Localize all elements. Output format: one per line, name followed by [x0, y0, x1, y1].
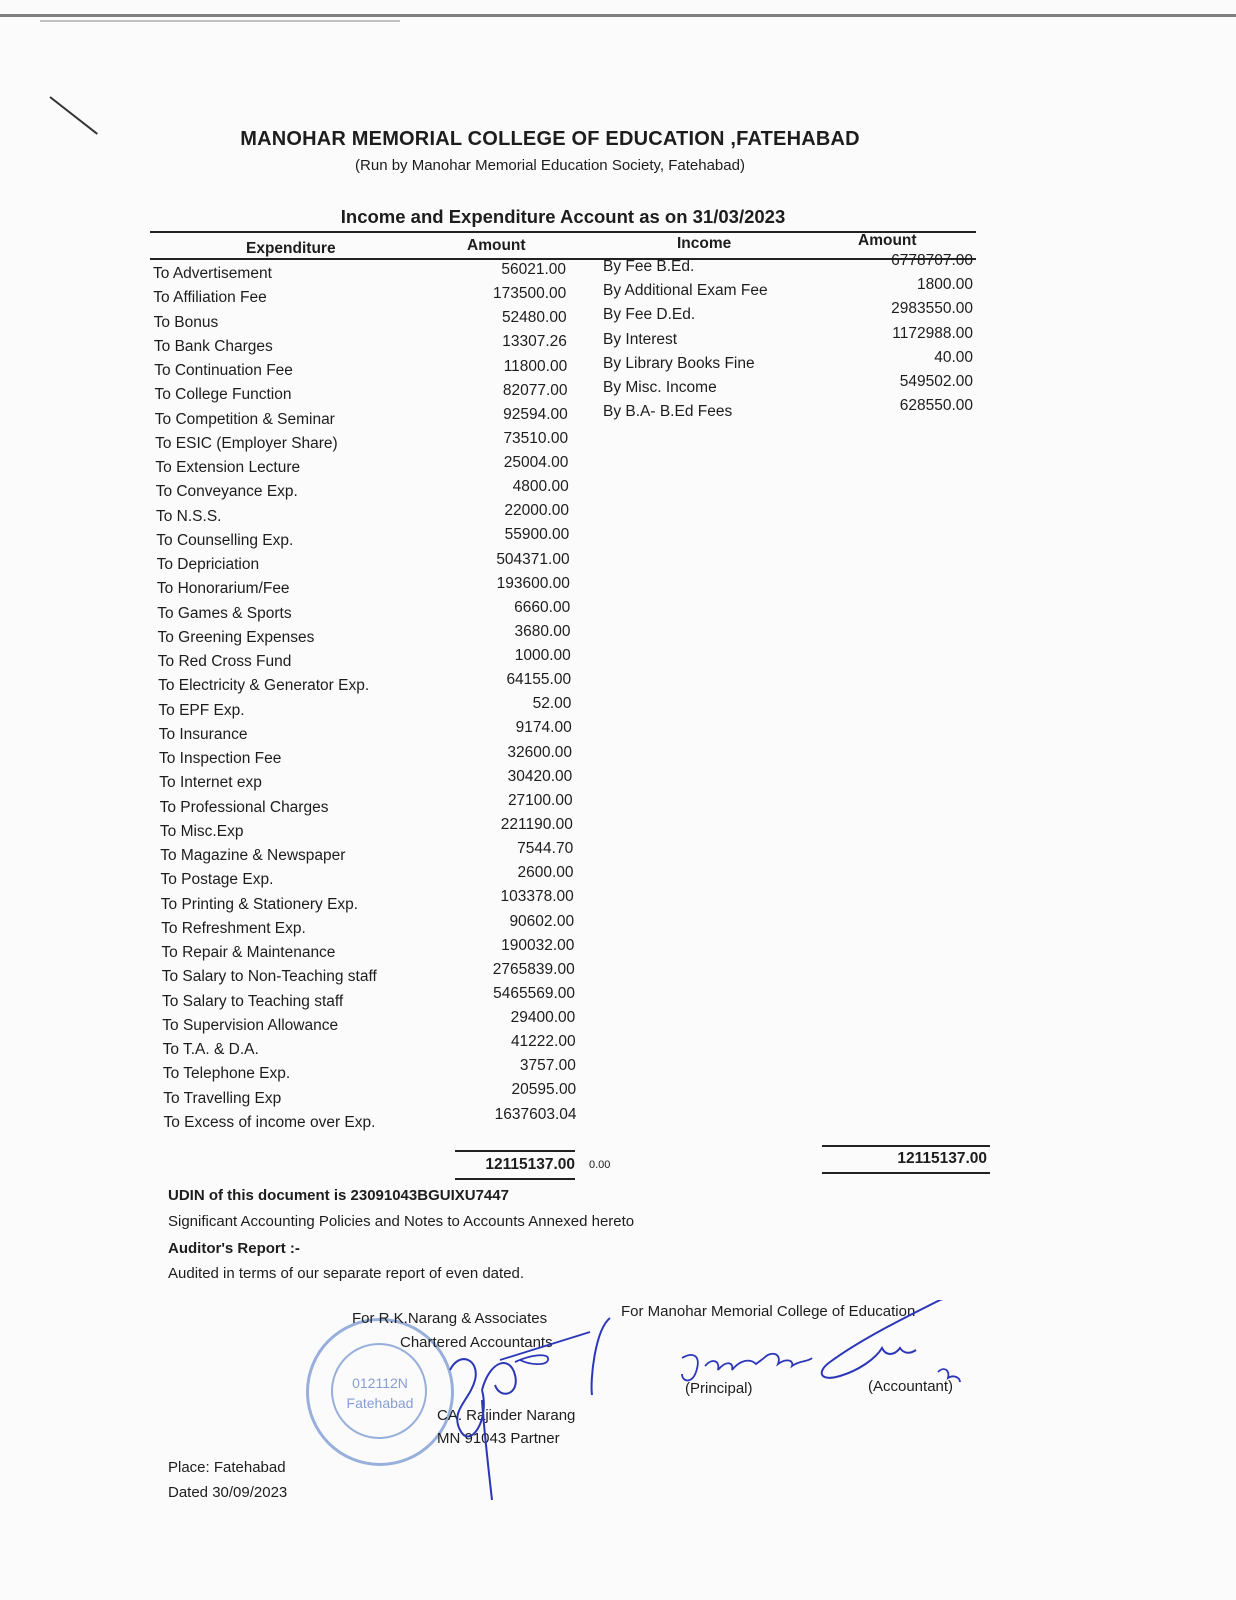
expenditure-label: To Games & Sports: [157, 604, 292, 622]
expenditure-amount: 22000.00: [504, 502, 569, 520]
expenditure-amount: 27100.00: [507, 791, 573, 809]
expenditure-label: To Electricity & Generator Exp.: [158, 677, 370, 695]
expenditure-amount: 82077.00: [502, 381, 568, 399]
expenditure-label: To Salary to Non-Teaching staff: [161, 968, 377, 986]
udin-line: UDIN of this document is 23091043BGUIXU7447: [168, 1187, 509, 1204]
expenditure-label: To Bank Charges: [153, 337, 273, 355]
expenditure-amount: 2600.00: [517, 864, 574, 882]
expenditure-amount: 30420.00: [507, 767, 573, 785]
expenditure-row: [163, 1105, 577, 1137]
expenditure-row: [162, 1033, 576, 1064]
expenditure-amount: 3680.00: [514, 622, 571, 640]
expenditure-amount: 103378.00: [500, 888, 574, 906]
expenditure-label: To Salary to Teaching staff: [162, 992, 344, 1010]
expenditure-label: To Extension Lecture: [155, 459, 301, 476]
expenditure-label: To Depriciation: [156, 556, 260, 573]
auditor-firm: For R.K.Narang & Associates: [352, 1310, 548, 1327]
income-label: By Additional Exam Fee: [603, 282, 768, 300]
auditor-membership: MN 91043 Partner: [437, 1430, 560, 1447]
policies-note: Significant Accounting Policies and Notes to Accounts Annexed hereto: [168, 1213, 635, 1230]
expenditure-row: [160, 840, 574, 870]
income-amount: 1800.00: [916, 276, 973, 294]
expenditure-amount: 1637603.04: [494, 1105, 577, 1123]
expenditure-amount: 221190.00: [500, 816, 573, 833]
expenditure-label: To Bonus: [153, 313, 219, 331]
expenditure-label: To N.S.S.: [156, 507, 222, 525]
expenditure-total-top-rule: [455, 1150, 575, 1152]
col-amount-right: Amount: [858, 232, 917, 249]
expenditure-label: To Honorarium/Fee: [156, 580, 290, 598]
accountant-label: (Accountant): [868, 1378, 954, 1395]
expenditure-row: [155, 454, 569, 482]
expenditure-label: To Misc.Exp: [159, 822, 244, 840]
expenditure-label: To Supervision Allowance: [162, 1016, 339, 1034]
expenditure-row: [156, 574, 570, 603]
expenditure-label: To Greening Expenses: [157, 628, 315, 646]
expenditure-amount: 173500.00: [493, 285, 567, 303]
expenditure-amount: 20595.00: [511, 1081, 577, 1099]
expenditure-row: [158, 671, 572, 700]
income-amount: 1172988.00: [892, 324, 973, 342]
expenditure-amount: 11800.00: [503, 357, 568, 375]
expenditure-label: To Continuation Fee: [154, 362, 293, 379]
expenditure-label: To Postage Exp.: [160, 871, 274, 889]
society-subtitle: (Run by Manohar Memorial Education Society, Fatehabad): [355, 157, 745, 174]
expenditure-amount: 64155.00: [506, 671, 572, 689]
expenditure-row: [158, 695, 572, 725]
college-name: MANOHAR MEMORIAL COLLEGE OF EDUCATION ,FATEHABAD: [240, 128, 860, 150]
expenditure-amount: 193600.00: [496, 574, 570, 592]
auditor-name: CA. Rajinder Narang: [437, 1407, 576, 1424]
income-label: By Interest: [603, 330, 678, 348]
expenditure-amount: 190032.00: [501, 936, 575, 954]
expenditure-amount: 52.00: [532, 695, 572, 713]
scan-edge-line-secondary: [40, 20, 400, 22]
expenditure-label: To Conveyance Exp.: [155, 483, 298, 501]
expenditure-amount: 32600.00: [507, 743, 572, 761]
expenditure-label: To Telephone Exp.: [162, 1065, 291, 1083]
place-line: Place: Fatehabad: [168, 1459, 286, 1476]
col-expenditure: Expenditure: [246, 240, 336, 257]
income-total-bottom-rule: [822, 1172, 990, 1174]
expenditure-amount: 56021.00: [501, 261, 566, 278]
expenditure-label: To Professional Charges: [159, 798, 329, 816]
expenditure-amount: 55900.00: [504, 526, 570, 544]
income-row: [603, 324, 973, 354]
principal-label: (Principal): [685, 1380, 753, 1397]
income-label: By Library Books Fine: [603, 354, 755, 372]
expenditure-amount: 52480.00: [501, 309, 567, 327]
expenditure-label: To Printing & Stationery Exp.: [160, 895, 359, 913]
income-row: [603, 397, 973, 426]
expenditure-amount: 7544.70: [517, 840, 574, 858]
expenditure-amount: 90602.00: [509, 912, 575, 930]
expenditure-label: To Red Cross Fund: [157, 653, 292, 670]
expenditure-label: To Excess of income over Exp.: [163, 1113, 376, 1131]
income-total-top-rule: [822, 1145, 990, 1147]
income-amount: 549502.00: [899, 373, 973, 390]
expenditure-amount: 9174.00: [515, 719, 572, 737]
expenditure-label: To Advertisement: [153, 265, 272, 282]
income-amount: 2983550.00: [891, 300, 973, 318]
expenditure-amount: 41222.00: [510, 1033, 576, 1051]
expenditure-label: To Magazine & Newspaper: [160, 847, 346, 864]
col-income: Income: [677, 235, 732, 252]
expenditure-label: To Counselling Exp.: [156, 531, 294, 549]
seal-frn: 012112N: [352, 1375, 408, 1391]
expenditure-label: To Insurance: [158, 725, 248, 743]
expenditure-row: [159, 816, 573, 846]
dated-line: Dated 30/09/2023: [168, 1484, 288, 1501]
income-amount: 6778707.00: [891, 252, 973, 269]
expenditure-amount: 25004.00: [503, 454, 569, 472]
header-top-rule: [150, 231, 976, 233]
auditor-report-heading: Auditor's Report :-: [168, 1240, 300, 1257]
difference-value: 0.00: [589, 1159, 611, 1171]
scan-edge-line: [0, 14, 1236, 17]
expenditure-amount: 6660.00: [514, 598, 571, 616]
income-amount: 628550.00: [899, 397, 973, 415]
expenditure-label: To Refreshment Exp.: [161, 919, 306, 937]
income-total: 12115137.00: [897, 1150, 987, 1167]
expenditure-amount: 2765839.00: [492, 960, 575, 978]
college-sign-for: For Manohar Memorial College of Education: [621, 1303, 916, 1320]
expenditure-label: To Competition & Seminar: [154, 410, 335, 428]
expenditure-label: To College Function: [154, 386, 292, 404]
seal-city: Fatehabad: [346, 1395, 414, 1411]
expenditure-label: To EPF Exp.: [158, 701, 245, 719]
expenditure-amount: 13307.26: [502, 333, 567, 351]
expenditure-amount: 3757.00: [519, 1057, 576, 1075]
expenditure-amount: 29400.00: [510, 1009, 576, 1027]
expenditure-amount: 504371.00: [496, 550, 570, 568]
expenditure-label: To Travelling Exp: [163, 1089, 282, 1107]
handwritten-signatures: [420, 1300, 980, 1505]
expenditure-amount: 92594.00: [503, 405, 568, 423]
account-title: Income and Expenditure Account as on 31/03/2023: [340, 206, 786, 227]
expenditure-label: To Internet exp: [159, 774, 262, 792]
income-label: By Fee D.Ed.: [603, 306, 696, 324]
expenditure-label: To Affiliation Fee: [153, 289, 267, 307]
income-label: By Fee B.Ed.: [603, 258, 695, 275]
expenditure-label: To T.A. & D.A.: [162, 1041, 259, 1058]
expenditure-amount: 4800.00: [512, 478, 569, 496]
income-label: By Misc. Income: [603, 379, 717, 396]
expenditure-amount: 1000.00: [514, 647, 571, 665]
col-amount-left: Amount: [467, 237, 526, 254]
income-label: By B.A- B.Ed Fees: [603, 403, 733, 421]
expenditure-row: [157, 598, 571, 628]
expenditure-amount: 5465569.00: [493, 984, 575, 1002]
expenditure-total-bottom-rule: [455, 1178, 575, 1180]
expenditure-label: To ESIC (Employer Share): [155, 434, 338, 452]
income-amount: 40.00: [934, 348, 973, 366]
expenditure-label: To Repair & Maintenance: [161, 944, 336, 961]
expenditure-total: 12115137.00: [485, 1156, 575, 1173]
auditor-designation: Chartered Accountants: [400, 1334, 553, 1351]
expenditure-amount: 73510.00: [503, 429, 569, 447]
expenditure-row: [157, 622, 571, 652]
audited-note: Audited in terms of our separate report of even dated.: [168, 1265, 525, 1282]
expenditure-label: To Inspection Fee: [159, 750, 282, 767]
